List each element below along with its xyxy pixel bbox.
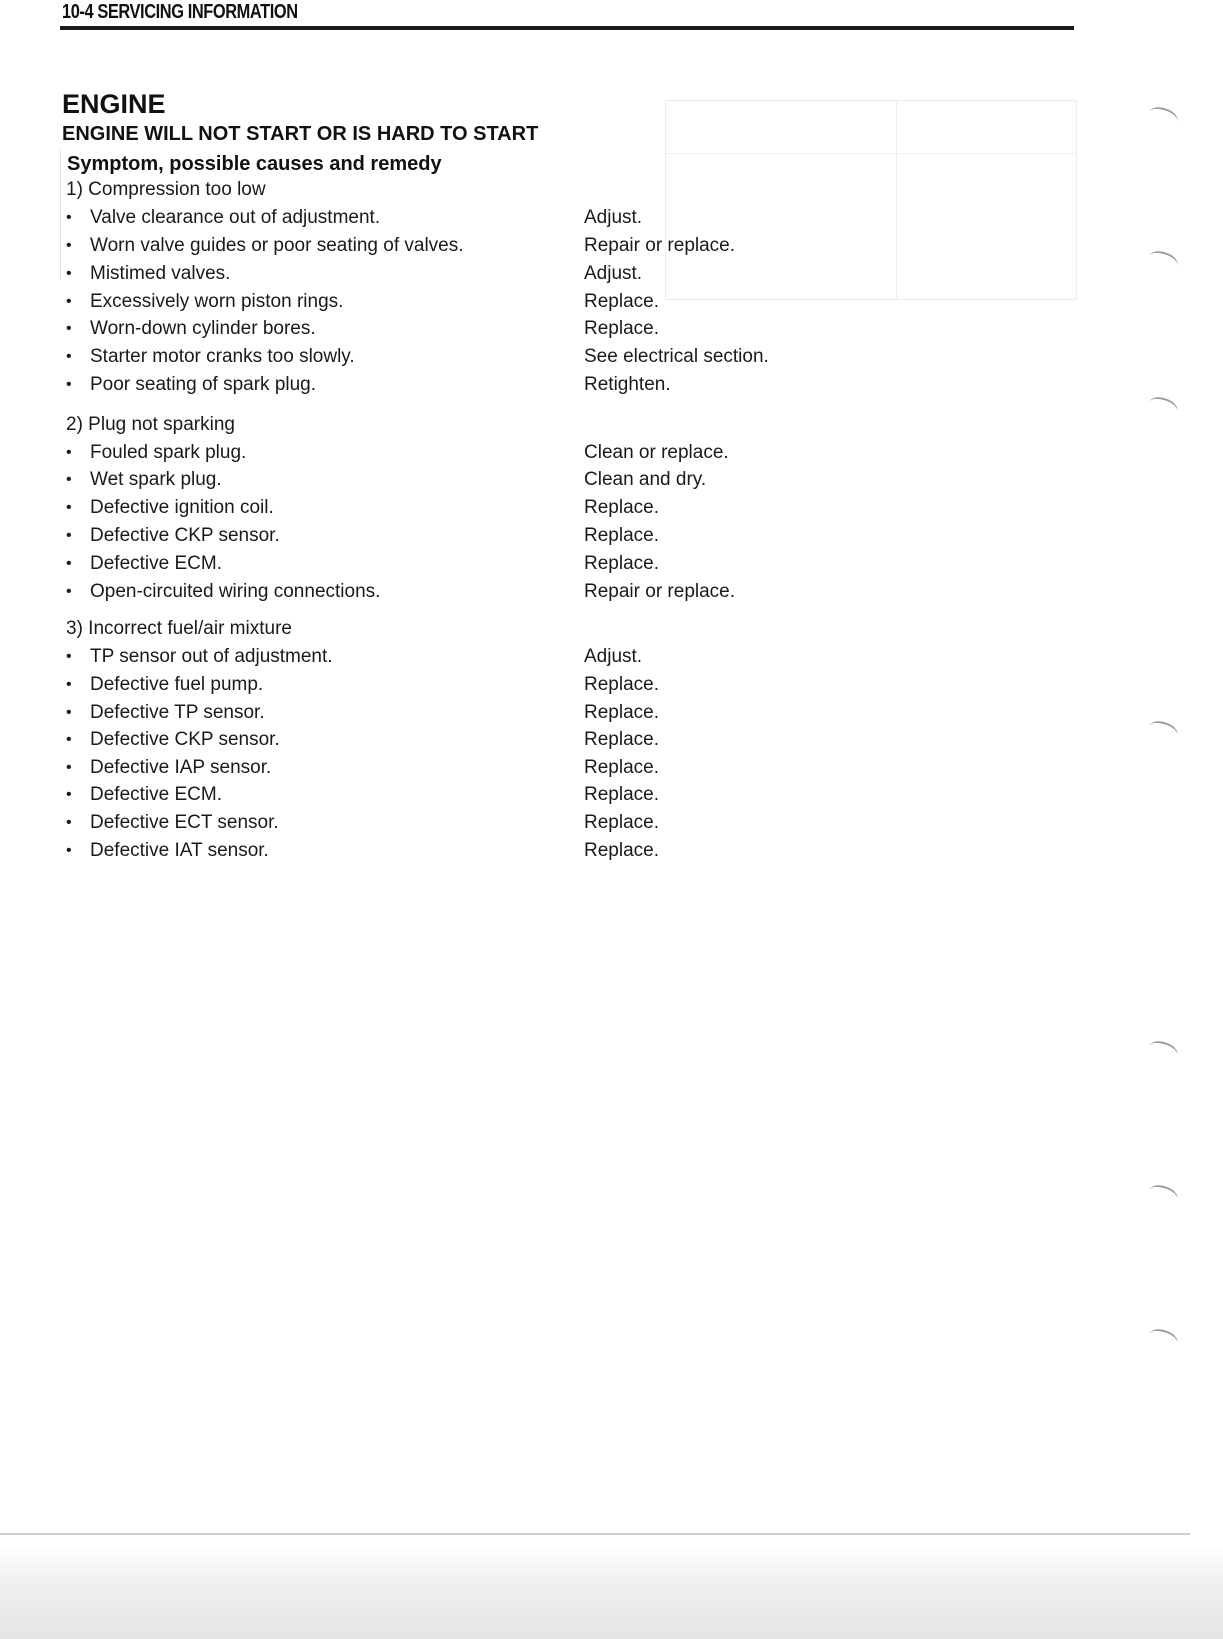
list-item: [66, 373, 966, 399]
list-item: [66, 552, 966, 578]
bullet-icon: •: [66, 731, 72, 748]
cause-text: Defective IAT sensor.: [90, 840, 269, 861]
cause-text: Open-circuited wiring connections.: [90, 581, 381, 602]
binder-hole-mark: [1146, 1326, 1180, 1352]
list-item: [66, 701, 966, 727]
header-rule: [60, 26, 1074, 30]
list-item: [66, 290, 966, 316]
list-item: [66, 645, 966, 671]
remedy-text: Replace.: [584, 525, 659, 546]
cause-text: Wet spark plug.: [90, 469, 222, 490]
cause-text: Defective CKP sensor.: [90, 525, 280, 546]
cause-text: Worn valve guides or poor seating of valves.: [90, 235, 464, 256]
bullet-icon: •: [66, 648, 72, 665]
cause-text: Starter motor cranks too slowly.: [90, 346, 355, 367]
cause-text: Defective fuel pump.: [90, 674, 264, 695]
bullet-icon: •: [66, 842, 72, 859]
remedy-text: See electrical section.: [584, 346, 769, 367]
remedy-text: Clean and dry.: [584, 469, 707, 490]
remedy-text: Replace.: [584, 702, 659, 723]
remedy-text: Adjust.: [584, 646, 643, 667]
remedy-text: Replace.: [584, 291, 659, 312]
group-title: 2) Plug not sparking: [66, 414, 235, 435]
binder-hole-mark: [1146, 1182, 1180, 1208]
subsection-title: ENGINE WILL NOT START OR IS HARD TO START: [62, 123, 539, 145]
remedy-text: Replace.: [584, 840, 659, 861]
bleed-through-line: [666, 153, 1076, 154]
bullet-icon: •: [66, 676, 72, 693]
bullet-icon: •: [66, 555, 72, 572]
cause-text: TP sensor out of adjustment.: [90, 646, 333, 667]
cause-text: Excessively worn piston rings.: [90, 291, 344, 312]
remedy-text: Replace.: [584, 729, 659, 750]
bullet-icon: •: [66, 759, 72, 776]
cause-text: Defective ECM.: [90, 784, 222, 805]
page-header: 10-4 SERVICING INFORMATION: [62, 1, 298, 23]
list-item: [66, 783, 966, 809]
footer-rule: [0, 1533, 1190, 1535]
bullet-icon: •: [66, 376, 72, 393]
remedy-text: Replace.: [584, 757, 659, 778]
binder-hole-mark: [1146, 248, 1180, 274]
cause-text: Defective CKP sensor.: [90, 729, 280, 750]
cause-text: Fouled spark plug.: [90, 442, 247, 463]
cause-text: Mistimed valves.: [90, 263, 231, 284]
group-title: 1) Compression too low: [66, 179, 266, 200]
group-title: 3) Incorrect fuel/air mixture: [66, 618, 292, 639]
remedy-text: Repair or replace.: [584, 581, 736, 602]
bullet-icon: •: [66, 265, 72, 282]
remedy-text: Replace.: [584, 318, 659, 339]
bullet-icon: •: [66, 209, 72, 226]
list-item: [66, 206, 966, 232]
cause-text: Defective ignition coil.: [90, 497, 274, 518]
bullet-icon: •: [66, 320, 72, 337]
remedy-text: Retighten.: [584, 374, 671, 395]
list-item: [66, 524, 966, 550]
list-item: [66, 441, 966, 467]
cause-text: Defective ECM.: [90, 553, 222, 574]
bullet-icon: •: [66, 444, 72, 461]
binder-hole-mark: [1146, 394, 1180, 420]
binder-hole-mark: [1146, 1038, 1180, 1064]
binder-hole-mark: [1146, 718, 1180, 744]
bullet-icon: •: [66, 786, 72, 803]
bullet-icon: •: [66, 527, 72, 544]
remedy-text: Replace.: [584, 497, 659, 518]
remedy-text: Replace.: [584, 674, 659, 695]
bullet-icon: •: [66, 293, 72, 310]
remedy-text: Repair or replace.: [584, 235, 736, 256]
remedy-text: Adjust.: [584, 207, 643, 228]
bleed-through-edge: [60, 150, 61, 280]
list-item: [66, 262, 966, 288]
list-item: [66, 234, 966, 260]
cause-text: Defective TP sensor.: [90, 702, 265, 723]
bullet-icon: •: [66, 583, 72, 600]
bullet-icon: •: [66, 704, 72, 721]
remedy-text: Clean or replace.: [584, 442, 729, 463]
binder-hole-mark: [1146, 104, 1180, 130]
scan-shadow: [0, 1545, 1223, 1639]
cause-text: Valve clearance out of adjustment.: [90, 207, 381, 228]
list-item: [66, 496, 966, 522]
list-item: [66, 468, 966, 494]
list-item: [66, 756, 966, 782]
remedy-text: Replace.: [584, 812, 659, 833]
list-item: [66, 728, 966, 754]
bullet-icon: •: [66, 237, 72, 254]
table-heading: Symptom, possible causes and remedy: [67, 153, 442, 175]
bullet-icon: •: [66, 348, 72, 365]
list-item: [66, 839, 966, 865]
remedy-text: Adjust.: [584, 263, 643, 284]
list-item: [66, 317, 966, 343]
section-title: ENGINE: [62, 89, 166, 119]
list-item: [66, 345, 966, 371]
bullet-icon: •: [66, 499, 72, 516]
list-item: [66, 673, 966, 699]
list-item: [66, 580, 966, 606]
bullet-icon: •: [66, 471, 72, 488]
remedy-text: Replace.: [584, 553, 659, 574]
cause-text: Defective IAP sensor.: [90, 757, 272, 778]
bullet-icon: •: [66, 814, 72, 831]
remedy-text: Replace.: [584, 784, 659, 805]
cause-text: Defective ECT sensor.: [90, 812, 279, 833]
list-item: [66, 811, 966, 837]
cause-text: Worn-down cylinder bores.: [90, 318, 316, 339]
cause-text: Poor seating of spark plug.: [90, 374, 317, 395]
